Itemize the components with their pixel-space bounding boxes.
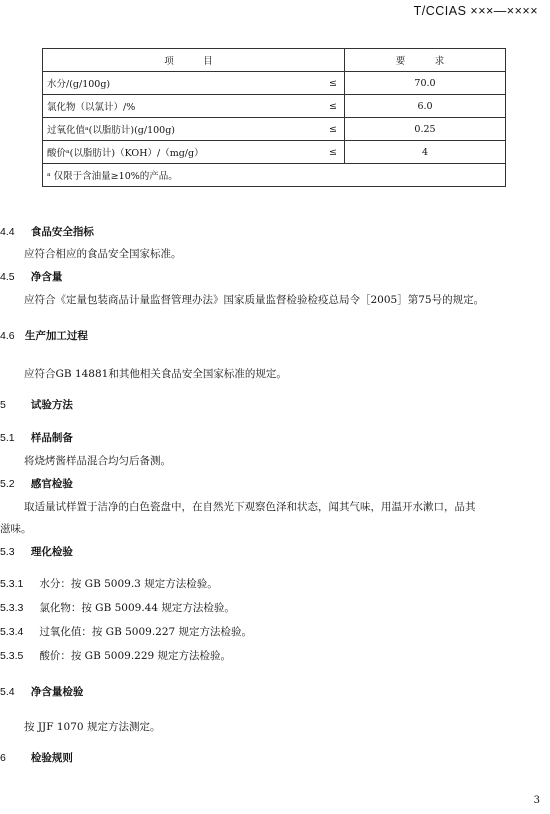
value-cell: 0.25 [345, 118, 506, 141]
page-number: 3 [533, 795, 540, 806]
operator-cell: ≤ [322, 141, 345, 164]
section-title: 试验方法 [30, 399, 73, 411]
section-6-heading [0, 750, 73, 765]
column-header-item: 项 目 [43, 49, 345, 72]
table-header-row [43, 49, 506, 72]
table-row [43, 118, 506, 141]
section-4-5-text: 应符合《定量包装商品计量监督管理办法》国家质量监督检验检疫总局令［2005］第75号的规定。 [24, 294, 485, 306]
item-cell: 水分/(g/100g) [43, 72, 323, 95]
section-title: 检验规则 [30, 752, 73, 764]
value-cell: 70.0 [345, 72, 506, 95]
operator-cell: ≤ [322, 118, 345, 141]
section-5-1-text: 将烧烤酱样品混合均匀后备测。 [24, 455, 171, 467]
table-row [43, 141, 506, 164]
operator-cell: ≤ [322, 72, 345, 95]
value-cell: 6.0 [345, 95, 506, 118]
operator-cell: ≤ [322, 95, 345, 118]
section-title: 净含量 [30, 271, 63, 283]
section-title: 理化检验 [30, 546, 73, 558]
section-5-2-heading [0, 476, 73, 491]
table-note: ᵃ 仅限于含油量≥10%的产品。 [43, 164, 506, 187]
section-5-2-text-continued: 滋味。 [0, 523, 32, 535]
section-title: 食品安全指标 [30, 226, 94, 238]
clause-5-3-3 [0, 600, 235, 615]
section-5-2-text: 取适量试样置于洁净的白色瓷盘中，在自然光下观察色泽和状态，闻其气味，用温开水漱口，品其 [24, 501, 476, 513]
section-title: 生产加工过程 [24, 330, 88, 342]
section-5-3-heading [0, 544, 73, 559]
table-row [43, 95, 506, 118]
section-number: 5.2 [0, 478, 15, 490]
section-5-1-heading [0, 430, 73, 445]
clause-text: 氯化物：按 GB 5009.44 规定方法检验。 [39, 602, 235, 614]
table-note-row [43, 164, 506, 187]
section-title: 样品制备 [30, 432, 73, 444]
spec-table [42, 48, 506, 187]
section-4-6-heading [0, 328, 88, 343]
clause-number: 5.3.4 [0, 626, 24, 638]
section-number: 5.4 [0, 686, 15, 698]
column-header-requirement: 要 求 [345, 49, 506, 72]
section-5-4-text: 按 JJF 1070 规定方法测定。 [24, 721, 161, 733]
item-cell: 酸价ᵃ(以脂肪计)（KOH）/（mg/g） [43, 141, 323, 164]
item-cell: 氯化物（以氯计）/% [43, 95, 323, 118]
document-code: T/CCIAS ×××—×××× [413, 4, 538, 18]
section-number: 4.4 [0, 226, 15, 238]
section-4-4-text: 应符合相应的食品安全国家标准。 [24, 248, 182, 260]
clause-5-3-4 [0, 624, 252, 639]
table-row [43, 72, 506, 95]
clause-number: 5.3.1 [0, 578, 24, 590]
section-number: 5 [0, 399, 6, 411]
section-title: 感官检验 [30, 478, 73, 490]
clause-text: 水分：按 GB 5009.3 规定方法检验。 [39, 578, 218, 590]
clause-text: 酸价：按 GB 5009.229 规定方法检验。 [39, 650, 232, 662]
section-4-5-heading [0, 269, 62, 284]
section-number: 6 [0, 752, 6, 764]
section-number: 4.6 [0, 330, 15, 342]
item-cell: 过氧化值ᵃ(以脂肪计)(g/100g) [43, 118, 323, 141]
section-title: 净含量检验 [30, 686, 84, 698]
clause-number: 5.3.3 [0, 602, 24, 614]
section-4-6-text: 应符合GB 14881和其他相关食品安全国家标准的规定。 [24, 368, 287, 380]
section-number: 5.1 [0, 432, 15, 444]
clause-5-3-5 [0, 648, 231, 663]
section-5-4-heading [0, 684, 83, 699]
clause-5-3-1 [0, 576, 218, 591]
section-number: 5.3 [0, 546, 15, 558]
clause-text: 过氧化值：按 GB 5009.227 规定方法检验。 [39, 626, 253, 638]
section-4-4-heading [0, 224, 94, 239]
value-cell: 4 [345, 141, 506, 164]
section-5-heading [0, 397, 73, 412]
clause-number: 5.3.5 [0, 650, 24, 662]
section-number: 4.5 [0, 271, 15, 283]
